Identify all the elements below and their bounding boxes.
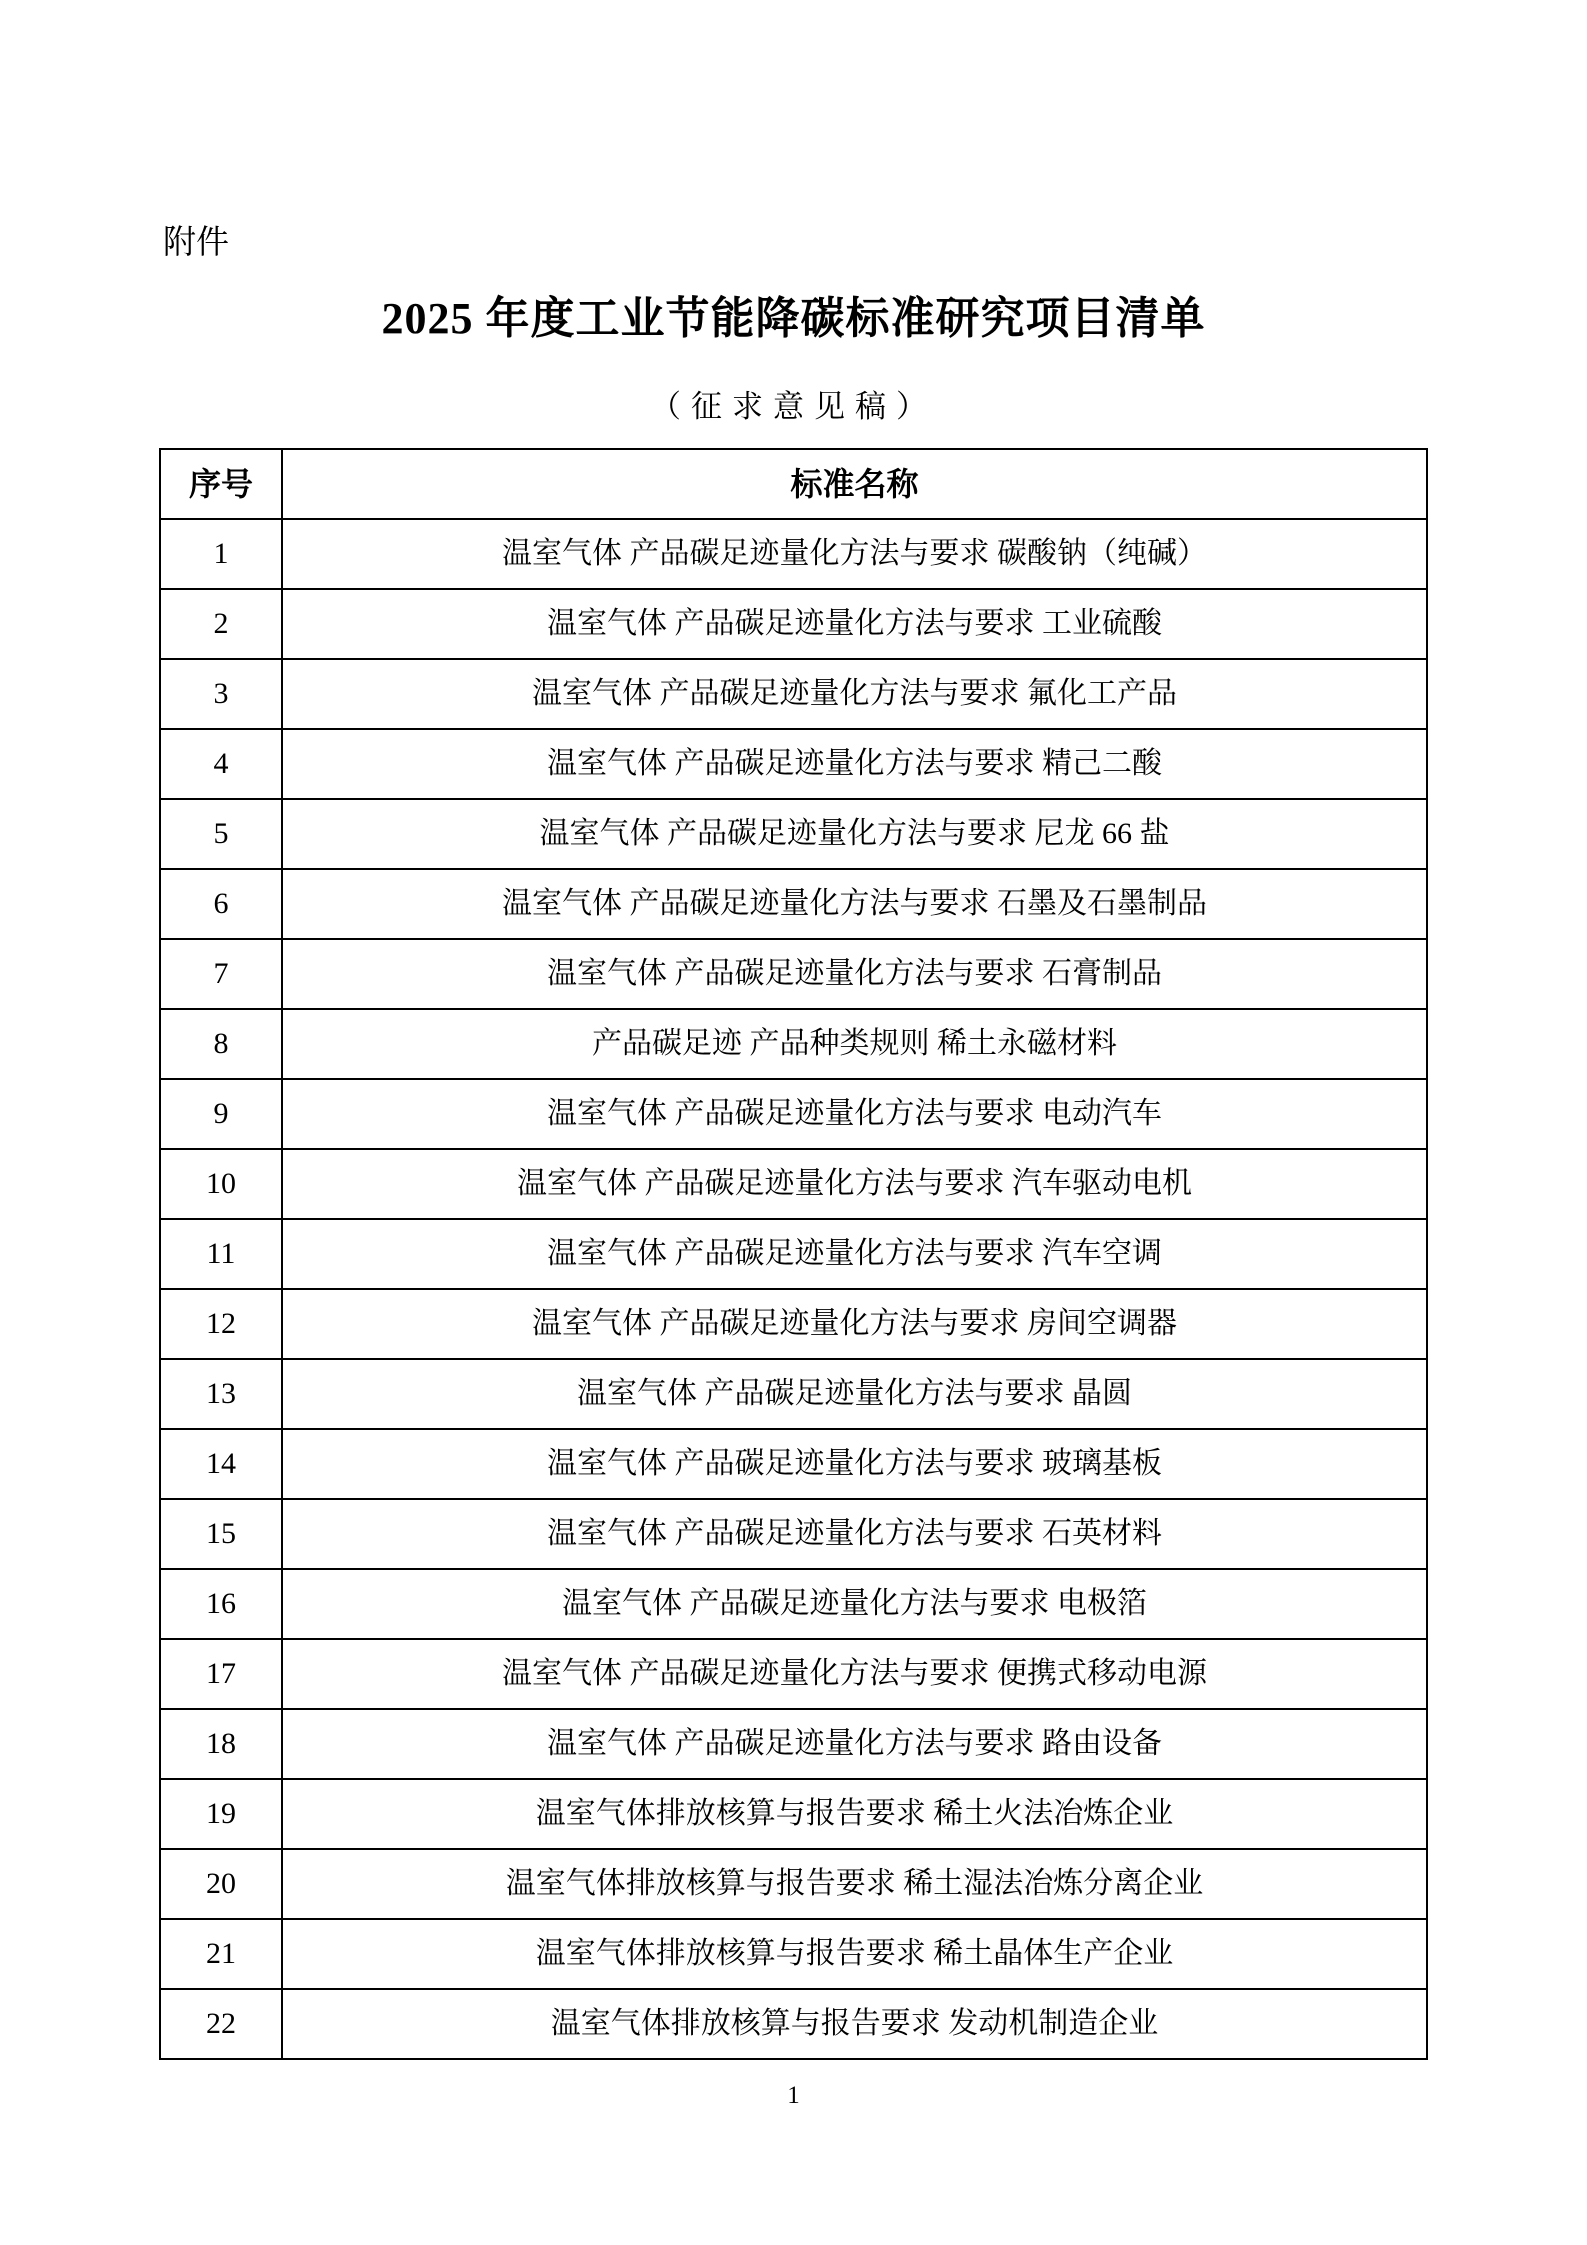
standard-name-cell: 温室气体 产品碳足迹量化方法与要求 房间空调器 bbox=[282, 1289, 1427, 1359]
row-number-cell: 20 bbox=[160, 1849, 282, 1919]
table-row bbox=[160, 1429, 1427, 1499]
table-header-row bbox=[160, 449, 1427, 519]
standard-name-cell: 温室气体 产品碳足迹量化方法与要求 电动汽车 bbox=[282, 1079, 1427, 1149]
standard-name-cell: 温室气体 产品碳足迹量化方法与要求 玻璃基板 bbox=[282, 1429, 1427, 1499]
row-number-cell: 8 bbox=[160, 1009, 282, 1079]
page-number: 1 bbox=[787, 2082, 800, 2109]
standard-name-cell: 温室气体 产品碳足迹量化方法与要求 晶圆 bbox=[282, 1359, 1427, 1429]
table-row bbox=[160, 1499, 1427, 1569]
standard-name-cell: 温室气体 产品碳足迹量化方法与要求 尼龙 66 盐 bbox=[282, 799, 1427, 869]
standard-name-cell: 产品碳足迹 产品种类规则 稀土永磁材料 bbox=[282, 1009, 1427, 1079]
table-row bbox=[160, 659, 1427, 729]
row-number-cell: 9 bbox=[160, 1079, 282, 1149]
table-row bbox=[160, 1849, 1427, 1919]
row-number-cell: 22 bbox=[160, 1989, 282, 2059]
table-row bbox=[160, 1219, 1427, 1289]
standard-name-cell: 温室气体排放核算与报告要求 稀土晶体生产企业 bbox=[282, 1919, 1427, 1989]
row-number-cell: 5 bbox=[160, 799, 282, 869]
column-header-standard-name: 标准名称 bbox=[282, 449, 1427, 519]
standard-name-cell: 温室气体排放核算与报告要求 发动机制造企业 bbox=[282, 1989, 1427, 2059]
table-row bbox=[160, 1569, 1427, 1639]
row-number-cell: 13 bbox=[160, 1359, 282, 1429]
table-row bbox=[160, 729, 1427, 799]
table-row bbox=[160, 1779, 1427, 1849]
table-body bbox=[160, 519, 1427, 2059]
table-row bbox=[160, 589, 1427, 659]
table-row bbox=[160, 1989, 1427, 2059]
standard-name-cell: 温室气体 产品碳足迹量化方法与要求 路由设备 bbox=[282, 1709, 1427, 1779]
row-number-cell: 19 bbox=[160, 1779, 282, 1849]
row-number-cell: 16 bbox=[160, 1569, 282, 1639]
row-number-cell: 4 bbox=[160, 729, 282, 799]
standard-name-cell: 温室气体 产品碳足迹量化方法与要求 石墨及石墨制品 bbox=[282, 869, 1427, 939]
row-number-cell: 15 bbox=[160, 1499, 282, 1569]
standard-name-cell: 温室气体 产品碳足迹量化方法与要求 汽车驱动电机 bbox=[282, 1149, 1427, 1219]
row-number-cell: 11 bbox=[160, 1219, 282, 1289]
row-number-cell: 3 bbox=[160, 659, 282, 729]
table-row bbox=[160, 1079, 1427, 1149]
standard-name-cell: 温室气体 产品碳足迹量化方法与要求 精己二酸 bbox=[282, 729, 1427, 799]
standard-name-cell: 温室气体排放核算与报告要求 稀土湿法冶炼分离企业 bbox=[282, 1849, 1427, 1919]
standard-name-cell: 温室气体 产品碳足迹量化方法与要求 工业硫酸 bbox=[282, 589, 1427, 659]
table-row bbox=[160, 1639, 1427, 1709]
attachment-label: 附件 bbox=[163, 223, 229, 260]
table-row bbox=[160, 869, 1427, 939]
table-row bbox=[160, 1009, 1427, 1079]
table-row bbox=[160, 1709, 1427, 1779]
standards-table bbox=[159, 448, 1428, 2060]
row-number-cell: 17 bbox=[160, 1639, 282, 1709]
table-row bbox=[160, 1289, 1427, 1359]
row-number-cell: 14 bbox=[160, 1429, 282, 1499]
row-number-cell: 1 bbox=[160, 519, 282, 589]
row-number-cell: 18 bbox=[160, 1709, 282, 1779]
standard-name-cell: 温室气体 产品碳足迹量化方法与要求 碳酸钠（纯碱） bbox=[282, 519, 1427, 589]
table-row bbox=[160, 799, 1427, 869]
table-row bbox=[160, 939, 1427, 1009]
table-row bbox=[160, 1359, 1427, 1429]
row-number-cell: 6 bbox=[160, 869, 282, 939]
standard-name-cell: 温室气体 产品碳足迹量化方法与要求 石英材料 bbox=[282, 1499, 1427, 1569]
row-number-cell: 10 bbox=[160, 1149, 282, 1219]
standard-name-cell: 温室气体排放核算与报告要求 稀土火法冶炼企业 bbox=[282, 1779, 1427, 1849]
page-subtitle: （征求意见稿） bbox=[650, 389, 937, 424]
standard-name-cell: 温室气体 产品碳足迹量化方法与要求 氟化工产品 bbox=[282, 659, 1427, 729]
standard-name-cell: 温室气体 产品碳足迹量化方法与要求 电极箔 bbox=[282, 1569, 1427, 1639]
page-title: 2025 年度工业节能降碳标准研究项目清单 bbox=[381, 294, 1206, 343]
standard-name-cell: 温室气体 产品碳足迹量化方法与要求 汽车空调 bbox=[282, 1219, 1427, 1289]
row-number-cell: 7 bbox=[160, 939, 282, 1009]
row-number-cell: 12 bbox=[160, 1289, 282, 1359]
row-number-cell: 2 bbox=[160, 589, 282, 659]
column-header-number: 序号 bbox=[160, 449, 282, 519]
table-row bbox=[160, 1919, 1427, 1989]
table-row bbox=[160, 1149, 1427, 1219]
standard-name-cell: 温室气体 产品碳足迹量化方法与要求 石膏制品 bbox=[282, 939, 1427, 1009]
standard-name-cell: 温室气体 产品碳足迹量化方法与要求 便携式移动电源 bbox=[282, 1639, 1427, 1709]
table-row bbox=[160, 519, 1427, 589]
row-number-cell: 21 bbox=[160, 1919, 282, 1989]
